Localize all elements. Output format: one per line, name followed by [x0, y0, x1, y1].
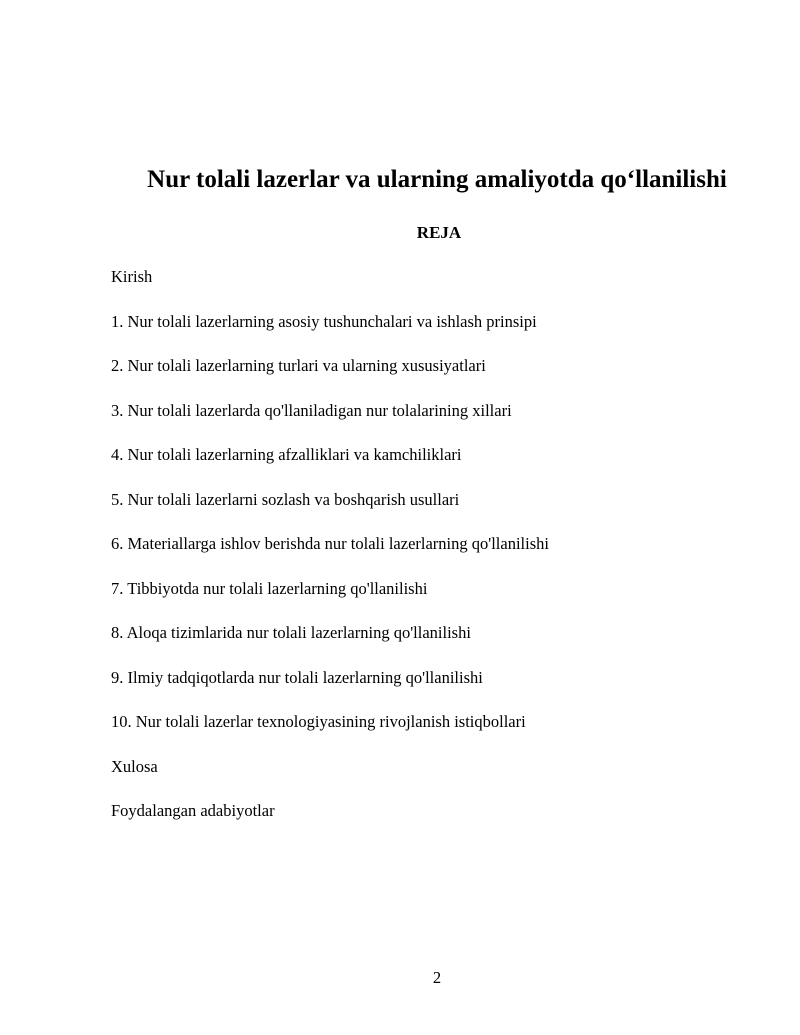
document-title: Nur tolali lazerlar va ularning amaliyotda qo‘llanilishi — [147, 166, 727, 193]
plan-heading: REJA — [416, 223, 462, 242]
plan-item-9: 9. Ilmiy tadqiqotlarda nur tolali lazerlarning qo'llanilishi — [111, 667, 483, 687]
plan-list — [111, 264, 549, 843]
plan-item-7: 7. Tibbiyotda nur tolali lazerlarning qo'llanilishi — [111, 578, 428, 598]
plan-item-4: 4. Nur tolali lazerlarning afzalliklari va kamchiliklari — [111, 445, 462, 464]
plan-item-8: 8. Aloqa tizimlarida nur tolali lazerlarning qo'llanilishi — [111, 623, 471, 642]
plan-item-6: 6. Materiallarga ishlov berishda nur tolali lazerlarning qo'llanilishi — [111, 534, 549, 553]
plan-item-3: 3. Nur tolali lazerlarda qo'llaniladigan nur tolalarining xillari — [111, 400, 512, 420]
plan-item-2: 2. Nur tolali lazerlarning turlari va ularning xususiyatlari — [111, 356, 486, 375]
page-number: 2 — [432, 968, 442, 987]
plan-item-intro: Kirish — [111, 267, 153, 286]
plan-item-1: 1. Nur tolali lazerlarning asosiy tushunchalari va ishlash prinsipi — [111, 311, 537, 331]
plan-item-5: 5. Nur tolali lazerlarni sozlash va boshqarish usullari — [111, 489, 460, 509]
plan-item-conclusion: Xulosa — [111, 756, 158, 776]
plan-item-references: Foydalangan adabiyotlar — [111, 801, 275, 820]
plan-item-10: 10. Nur tolali lazerlar texnologiyasining rivojlanish istiqbollari — [111, 712, 526, 731]
